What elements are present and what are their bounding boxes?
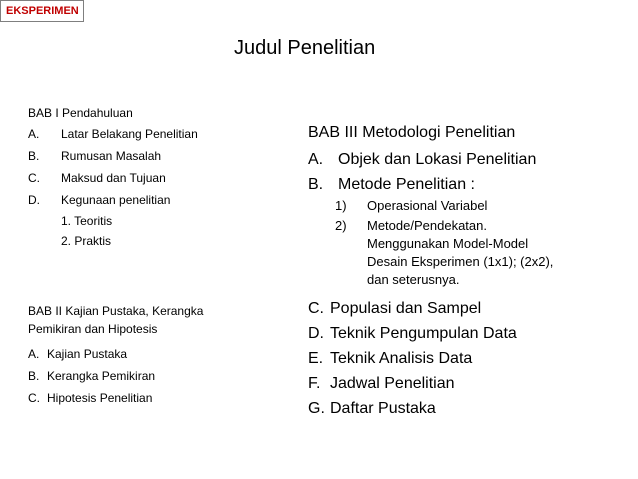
list-item-label: G. — [308, 400, 325, 417]
bab3-heading: BAB III Metodologi Penelitian — [308, 124, 516, 141]
list-item-text: Metode Penelitian : — [338, 176, 475, 193]
list-item-label: B. — [28, 149, 40, 163]
list-item-text: Jadwal Penelitian — [330, 375, 455, 392]
list-item — [28, 189, 171, 211]
list-item-label: B. — [308, 176, 324, 193]
list-item-text: Teknik Analisis Data — [330, 350, 473, 367]
sub-list-item: 2. Praktis — [61, 234, 112, 248]
list-item-text: Daftar Pustaka — [330, 400, 436, 417]
list-item-text: Rumusan Masalah — [61, 149, 162, 163]
list-item-label: B. — [28, 369, 40, 383]
eksperimen-tag: EKSPERIMEN — [0, 0, 84, 22]
list-item-label: D. — [308, 325, 324, 342]
list-item-label: C. — [28, 391, 40, 405]
list-item — [308, 147, 537, 172]
bab3-section — [308, 121, 554, 421]
list-item-text: Hipotesis Penelitian — [47, 391, 153, 405]
bab3-lower-list — [308, 296, 515, 421]
sub-list-item — [308, 197, 515, 217]
list-item-text: Kerangka Pemikiran — [47, 369, 156, 383]
list-item-text: Kegunaan penelitian — [61, 193, 171, 207]
list-item-text: Teknik Pengumpulan Data — [330, 325, 517, 342]
list-item — [28, 343, 240, 365]
list-item-label: C. — [28, 171, 40, 185]
list-item-label: A. — [308, 151, 324, 168]
list-item-label: C. — [308, 300, 324, 317]
bab2-section — [28, 302, 240, 409]
list-item — [28, 145, 162, 167]
list-item — [28, 365, 240, 387]
list-item-text: Populasi dan Sampel — [330, 300, 482, 317]
list-item-text: Latar Belakang Penelitian — [61, 127, 198, 141]
sub-list-item-text: Operasional Variabel — [367, 198, 488, 213]
bab1-section — [28, 103, 198, 251]
list-item — [308, 172, 515, 197]
list-item — [28, 167, 166, 189]
list-item-label: A. — [28, 127, 40, 141]
list-item — [28, 387, 240, 409]
sub-list-item-label: 1) — [335, 198, 347, 213]
sub-list-item — [308, 217, 554, 291]
slide-title: Judul Penelitian — [234, 37, 376, 59]
bab1-heading: BAB I Pendahuluan — [28, 106, 133, 120]
list-item — [308, 346, 515, 371]
list-item-text: Kajian Pustaka — [47, 347, 128, 361]
list-item — [308, 396, 515, 421]
list-item — [308, 371, 515, 396]
sub-list-item-label: 2) — [335, 218, 347, 233]
list-item — [28, 123, 198, 145]
sub-list-item: 1. Teoritis — [61, 214, 113, 228]
list-item-text: Objek dan Lokasi Penelitian — [338, 151, 537, 168]
list-item-label: F. — [308, 375, 321, 392]
list-item-label: D. — [28, 193, 40, 207]
list-item-text: Maksud dan Tujuan — [61, 171, 166, 185]
bab2-heading: BAB II Kajian Pustaka, Kerangka Pemikiran dan Hipotesis — [28, 304, 204, 336]
sub-list-item-text: Metode/Pendekatan. Menggunakan Model-Model Desain Eksperimen (1x1); (2x2), dan seterusnya. — [367, 218, 554, 287]
list-item — [308, 296, 515, 321]
list-item — [308, 321, 515, 346]
list-item-label: E. — [308, 350, 324, 367]
list-item-label: A. — [28, 347, 40, 361]
